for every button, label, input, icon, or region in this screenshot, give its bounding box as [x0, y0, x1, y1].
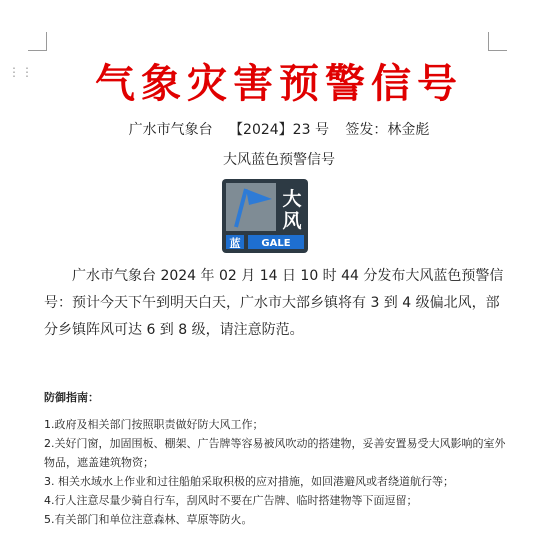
crop-mark-top-left — [28, 32, 47, 51]
drag-handle-icon[interactable]: ⋮⋮ — [8, 65, 34, 79]
measure-item: 2.关好门窗，加固围板、棚架、广告牌等容易被风吹动的搭建物，妥善安置易受大风影响的室外物品，遮盖建筑物资； — [44, 437, 506, 469]
icon-text-da: 大风 — [282, 188, 302, 232]
measure-item: 3. 相关水域水上作业和过往船舶采取积极的应对措施，如回港避风或者绕道航行等； — [44, 475, 454, 488]
defense-measures-list — [44, 415, 514, 529]
wind-blue-warning-icon — [222, 179, 308, 253]
measure-item: 5.有关部门和单位注意森林、草原等防火。 — [44, 513, 253, 526]
issuer: 广水市气象台 — [128, 122, 213, 138]
measure-item: 4.行人注意尽量少骑自行车，刮风时不要在广告牌、临时搭建物等下面逗留； — [44, 494, 418, 507]
signer: 签发：林金彪 — [345, 122, 430, 138]
measure-item: 1.政府及相关部门按照职责做好防大风工作； — [44, 418, 264, 431]
defense-guide-title: 防御指南： — [44, 391, 99, 404]
signal-name: 大风蓝色预警信号 — [223, 152, 335, 168]
issuer-line — [0, 119, 558, 139]
icon-flag-panel — [226, 183, 276, 231]
doc-number: 【2024】23 号 — [229, 122, 329, 138]
document-title: 气象灾害预警信号 — [95, 60, 463, 107]
warning-paragraph: 广水市气象台 2024 年 02 月 14 日 10 时 44 分发布大风蓝色预警信号：预计今天下午到明天白天，广水市大部乡镇将有 3 到 4 级偏北风，部分乡镇阵风可达 6 到 8 级，请注意防范。 — [44, 268, 504, 338]
icon-en-text: GALE — [261, 238, 291, 249]
icon-level-text: 蓝 — [229, 237, 241, 250]
crop-mark-top-right — [488, 32, 507, 51]
